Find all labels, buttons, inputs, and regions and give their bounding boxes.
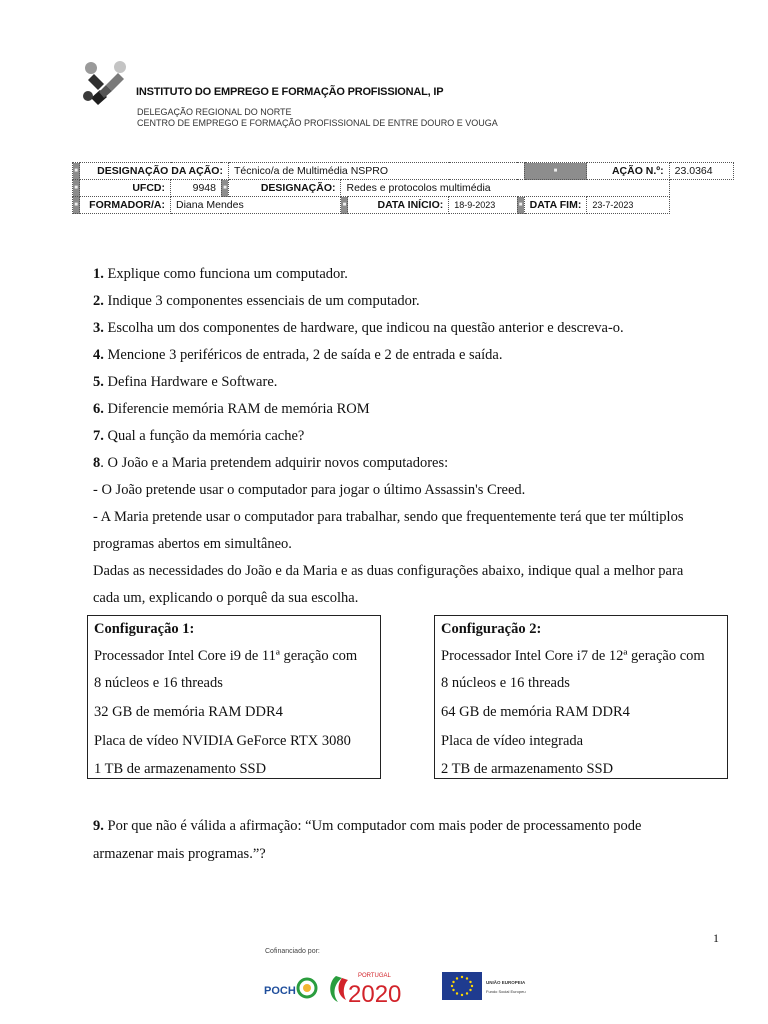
info-row-acao: [73, 163, 734, 180]
row-marker: ■: [341, 197, 348, 214]
poch-logo-icon: [264, 979, 316, 997]
row-marker: ■: [524, 163, 587, 180]
config-1-ram: 32 GB de memória RAM DDR4: [94, 704, 283, 720]
acao-label: DESIGNAÇÃO DA AÇÃO:: [80, 163, 229, 180]
question-1: 1. Explique como funciona um computador.: [93, 266, 348, 282]
year-label: 2020: [348, 981, 402, 1006]
center-name: CENTRO DE EMPREGO E FORMAÇÃO PROFISSIONAL DE ENTRE DOURO E VOUGA: [137, 118, 498, 128]
designacao-label: DESIGNAÇÃO:: [228, 180, 341, 197]
q8-maria-line-cont: programas abertos em simultâneo.: [93, 536, 292, 552]
data-fim-value: 23-7-2023: [587, 197, 669, 214]
row-marker: ■: [73, 180, 80, 197]
config-2-title: Configuração 2:: [441, 621, 542, 637]
funders-logos: [262, 968, 538, 1006]
config-2-cores: 8 núcleos e 16 threads: [441, 675, 570, 691]
acao-num-label: AÇÃO N.º:: [587, 163, 669, 180]
cofinanciado-label: Cofinanciado por:: [265, 948, 320, 955]
question-5: 5. Defina Hardware e Software.: [93, 374, 278, 390]
row-marker: ■: [73, 163, 80, 180]
config-2-ram: 64 GB de memória RAM DDR4: [441, 704, 630, 720]
acao-num-value: 23.0364: [669, 163, 733, 180]
delegation-name: DELEGAÇÃO REGIONAL DO NORTE: [137, 107, 292, 117]
info-row-formador: [73, 197, 734, 214]
page-number: 1: [713, 931, 719, 945]
q8-instruction-line: Dadas as necessidades do João e da Maria e as duas configurações abaixo, indique qual a melhor para: [93, 563, 684, 579]
data-fim-label: DATA FIM:: [524, 197, 587, 214]
question-2: 2. Indique 3 componentes essenciais de um computador.: [93, 293, 420, 309]
question-9: 9. Por que não é válida a afirmação: “Um computador com mais poder de processamento pode: [93, 818, 642, 834]
acao-value: Técnico/a de Multimédia NSPRO: [228, 163, 524, 180]
portugal2020-logo-icon: [330, 973, 401, 1006]
config-2-box: [434, 615, 728, 779]
institute-name: INSTITUTO DO EMPREGO E FORMAÇÃO PROFISSIONAL, IP: [136, 86, 444, 98]
config-1-cores: 8 núcleos e 16 threads: [94, 675, 223, 691]
q8-maria-line: - A Maria pretende usar o computador para trabalhar, sendo que frequentemente terá que ter múltiplos: [93, 509, 684, 525]
poch-text: POCH: [264, 985, 296, 997]
portugal-label: PORTUGAL: [358, 973, 391, 979]
config-2-storage: 2 TB de armazenamento SSD: [441, 761, 614, 777]
course-info-table: [72, 162, 734, 214]
config-2-gpu: Placa de vídeo integrada: [441, 733, 584, 749]
config-1-storage: 1 TB de armazenamento SSD: [94, 761, 267, 777]
config-1-title: Configuração 1:: [94, 621, 195, 637]
config-2-cpu: Processador Intel Core i7 de 12ª geração com: [441, 648, 705, 664]
info-row-ufcd: [73, 180, 734, 197]
designacao-value: Redes e protocolos multimédia: [341, 180, 669, 197]
formador-label: FORMADOR/A:: [80, 197, 171, 214]
q8-instruction-line-cont: cada um, explicando o porquê da sua escolha.: [93, 590, 359, 606]
eu-flag-icon: [442, 972, 526, 1000]
config-1-box: [87, 615, 381, 779]
config-1-cpu: Processador Intel Core i9 de 11ª geração com: [94, 648, 358, 664]
question-7: 7. Qual a função da memória cache?: [93, 428, 305, 444]
question-6: 6. Diferencie memória RAM de memória ROM: [93, 401, 370, 417]
row-marker: ■: [221, 180, 228, 197]
row-marker: ■: [73, 197, 80, 214]
q8-joao-line: - O João pretende usar o computador para jogar o último Assassin's Creed.: [93, 482, 526, 498]
iefp-logo-icon: [80, 60, 132, 106]
data-inicio-label: DATA INÍCIO:: [348, 197, 449, 214]
ufcd-label: UFCD:: [80, 180, 171, 197]
question-9-cont: armazenar mais programas.”?: [93, 846, 266, 862]
question-3: 3. Escolha um dos componentes de hardware, que indicou na questão anterior e descreva-o.: [93, 320, 624, 336]
ufcd-value: 9948: [171, 180, 222, 197]
config-1-gpu: Placa de vídeo NVIDIA GeForce RTX 3080: [94, 733, 351, 749]
question-8: 8. O João e a Maria pretendem adquirir novos computadores:: [93, 455, 449, 471]
data-inicio-value: 18-9-2023: [449, 197, 517, 214]
formador-value: Diana Mendes: [171, 197, 341, 214]
fse-label: Fundo Social Europeu: [486, 989, 526, 994]
question-4: 4. Mencione 3 periféricos de entrada, 2 de saída e 2 de entrada e saída.: [93, 347, 503, 363]
row-marker: ■: [517, 197, 524, 214]
eu-label: UNIÃO EUROPEIA: [486, 980, 526, 985]
